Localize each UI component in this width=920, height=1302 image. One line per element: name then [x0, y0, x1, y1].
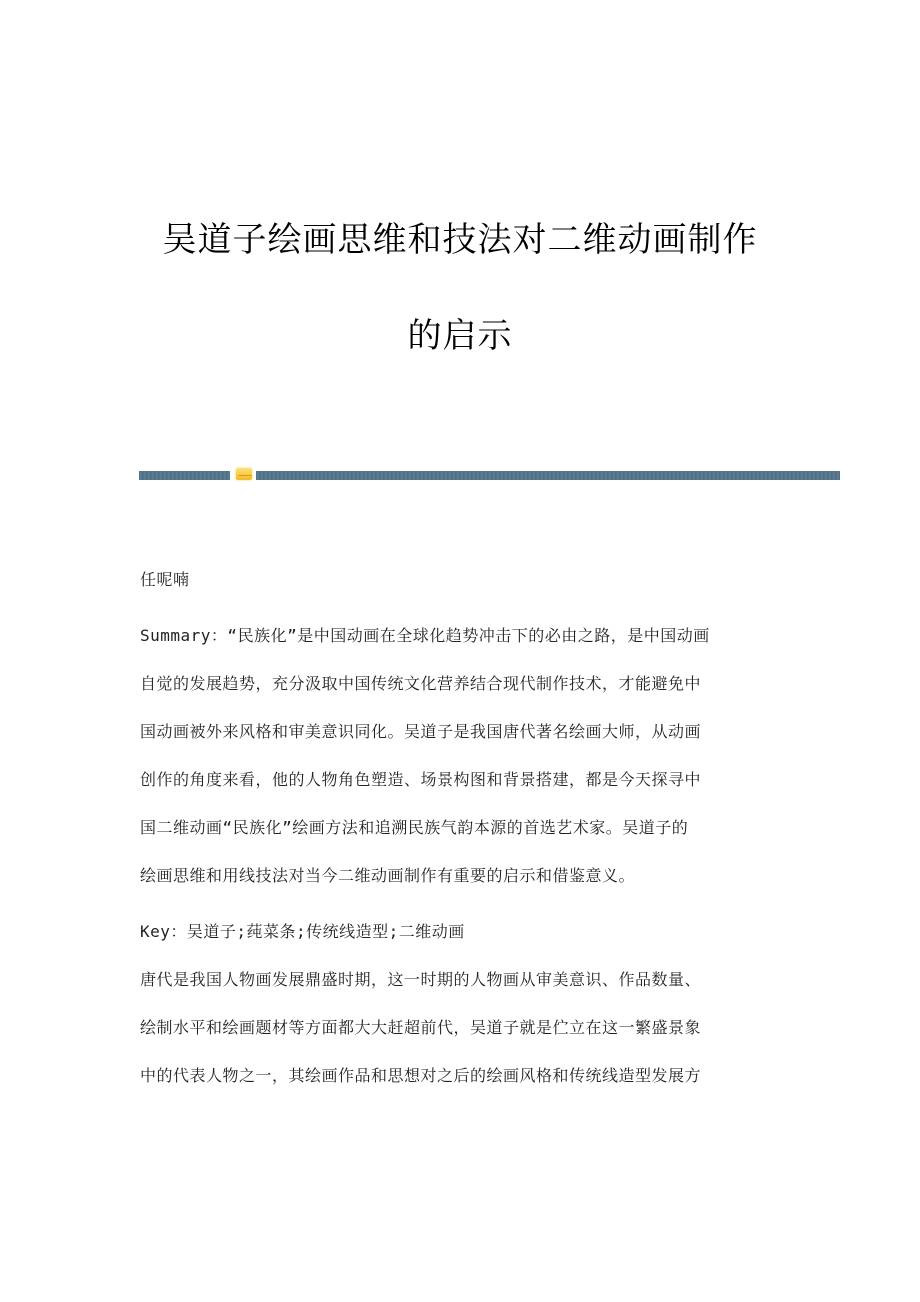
document-title-line-1: 吴道子绘画思维和技法对二维动画制作 [162, 220, 758, 260]
body-line: 绘制水平和绘画题材等方面都大大赶超前代，吴道子就是伫立在这一繁盛景象 [140, 1018, 702, 1037]
summary-line: 创作的角度来看，他的人物角色塑造、场景构图和背景搭建，都是今天探寻中 [140, 770, 702, 789]
body-line: 中的代表人物之一，其绘画作品和思想对之后的绘画风格和传统线造型发展方 [140, 1066, 702, 1085]
body-paragraph [140, 956, 790, 1100]
body-line: 唐代是我国人物画发展鼎盛时期，这一时期的人物画从审美意识、作品数量、 [140, 970, 702, 989]
document-title-line-2: 的启示 [407, 316, 513, 356]
summary-line: 国动画被外来风格和审美意识同化。吴道子是我国唐代著名绘画大师，从动画 [140, 722, 702, 741]
divider-bar-left [139, 471, 230, 480]
summary-line: 绘画思维和用线技法对当今二维动画制作有重要的启示和借鉴意义。 [140, 866, 636, 885]
author-name: 任呢喃 [140, 570, 190, 589]
keywords-line: Key：吴道子;莼菜条;传统线造型;二维动画 [140, 922, 465, 941]
summary-line: Summary：“民族化”是中国动画在全球化趋势冲击下的必由之路，是中国动画 [140, 626, 710, 645]
summary-line: 自觉的发展趋势，充分汲取中国传统文化营养结合现代制作技术，才能避免中 [140, 674, 702, 693]
summary-line: 国二维动画“民族化”绘画方法和追溯民族气韵本源的首选艺术家。吴道子的 [140, 818, 689, 837]
envelope-icon [236, 468, 252, 480]
summary-paragraph [140, 612, 790, 900]
divider-bar-right [256, 471, 840, 480]
